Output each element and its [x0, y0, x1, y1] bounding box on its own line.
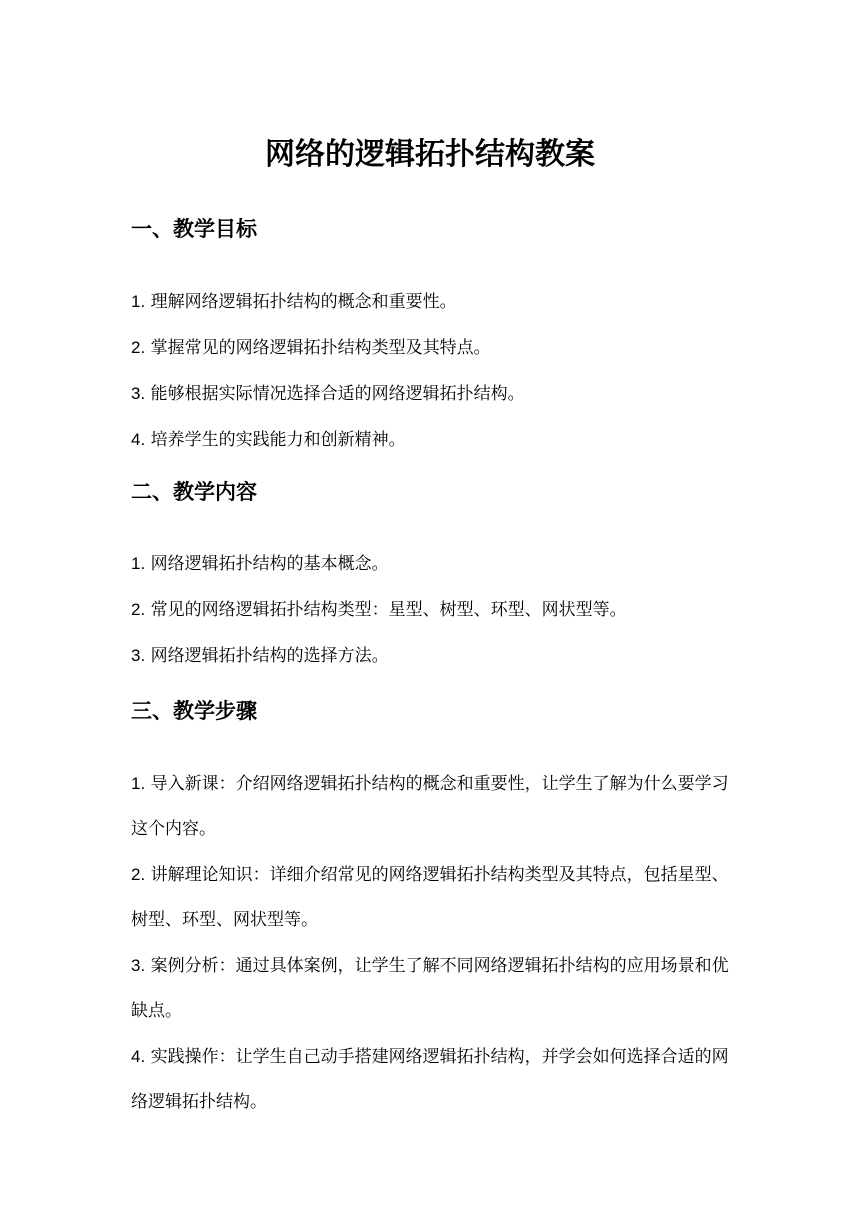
document-title: 网络的逻辑拓扑结构教案: [265, 137, 595, 172]
item-text: 导入新课：介绍网络逻辑拓扑结构的概念和重要性，让学生了解为什么要学习这个内容。: [131, 774, 729, 839]
list-item: [131, 371, 741, 417]
list-item: [131, 417, 741, 463]
section-heading: 一、教学目标: [131, 217, 257, 241]
item-number: 3.: [131, 384, 146, 403]
item-text: 网络逻辑拓扑结构的基本概念。: [150, 554, 389, 574]
item-text: 能够根据实际情况选择合适的网络逻辑拓扑结构。: [150, 384, 525, 404]
list-item: [131, 852, 741, 943]
list-item: [131, 1034, 741, 1125]
item-number: 1.: [131, 774, 146, 793]
section-teaching-objectives: [131, 214, 741, 463]
item-number: 3.: [131, 646, 146, 665]
list-item: [131, 325, 741, 371]
section-heading: 二、教学内容: [131, 480, 257, 504]
section-teaching-steps: [131, 696, 741, 1125]
item-number: 2.: [131, 338, 146, 357]
item-number: 2.: [131, 600, 146, 619]
item-text: 培养学生的实践能力和创新精神。: [150, 430, 406, 450]
list-item: [131, 587, 741, 633]
item-text: 实践操作：让学生自己动手搭建网络逻辑拓扑结构，并学会如何选择合适的网络逻辑拓扑结构。: [131, 1047, 729, 1112]
item-text: 理解网络逻辑拓扑结构的概念和重要性。: [150, 292, 457, 312]
item-text: 掌握常见的网络逻辑拓扑结构类型及其特点。: [150, 338, 491, 358]
section-teaching-content: [131, 477, 741, 679]
section-heading: 三、教学步骤: [131, 699, 257, 723]
steps-list: [131, 761, 741, 1125]
content-list: [131, 541, 741, 679]
list-item: [131, 633, 741, 679]
item-text: 案例分析：通过具体案例，让学生了解不同网络逻辑拓扑结构的应用场景和优缺点。: [131, 956, 729, 1021]
item-number: 1.: [131, 554, 146, 573]
item-text: 网络逻辑拓扑结构的选择方法。: [150, 646, 389, 666]
list-item: [131, 279, 741, 325]
list-item: [131, 943, 741, 1034]
item-number: 4.: [131, 1047, 146, 1066]
item-number: 3.: [131, 956, 146, 975]
item-number: 2.: [131, 865, 146, 884]
list-item: [131, 761, 741, 852]
list-item: [131, 541, 741, 587]
item-number: 4.: [131, 430, 146, 449]
item-number: 1.: [131, 292, 146, 311]
objectives-list: [131, 279, 741, 463]
item-text: 讲解理论知识：详细介绍常见的网络逻辑拓扑结构类型及其特点，包括星型、树型、环型、网状型等。: [131, 865, 729, 930]
item-text: 常见的网络逻辑拓扑结构类型：星型、树型、环型、网状型等。: [150, 600, 627, 620]
